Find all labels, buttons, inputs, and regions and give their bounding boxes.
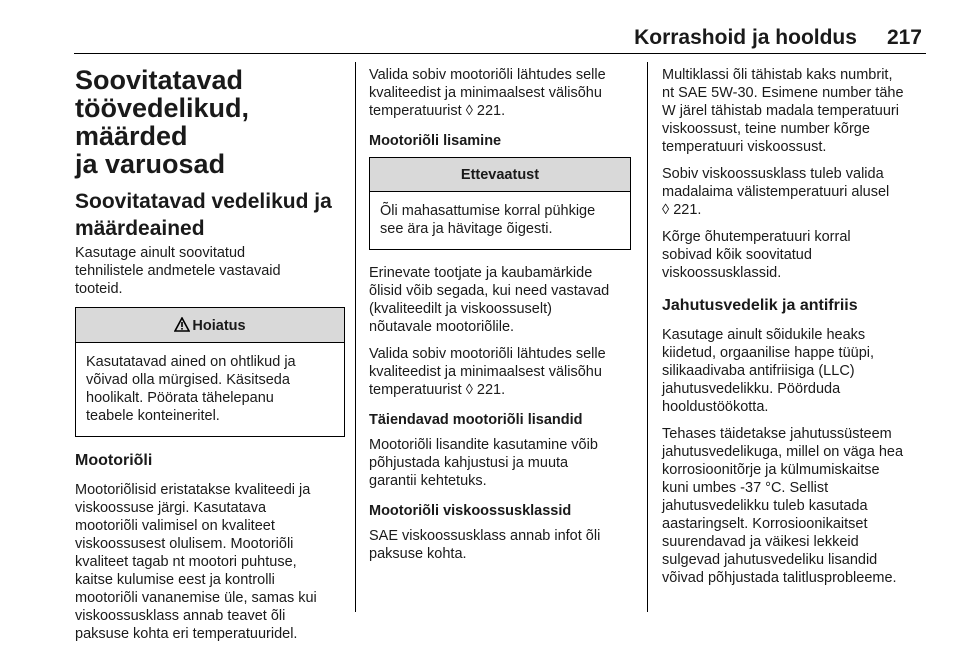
text-line: Multiklassi õli tähistab kaks numbrit, xyxy=(662,67,893,83)
caution-box-header: Ettevaatust xyxy=(370,158,630,192)
warning-triangle-icon xyxy=(174,317,190,332)
column-divider-1 xyxy=(355,62,356,612)
text-line: viskoossusest olulisem. Mootoriõli xyxy=(75,536,294,552)
paragraph xyxy=(369,436,631,490)
main-heading-line: töövedelikud, määrded xyxy=(75,93,250,151)
page-number: 217 xyxy=(886,26,922,49)
text-line: nt SAE 5W-30. Esimene number tähe xyxy=(662,85,904,101)
text-line: jahutusvedelikuga, millel on väga hea xyxy=(662,444,904,460)
text-line: Kasutage ainult sõidukile heaks xyxy=(662,327,866,343)
text-line: kaitse kulumise eest ja kontrolli xyxy=(75,572,275,588)
text-line: sobivad kõik soovitatud xyxy=(662,247,812,263)
intro-paragraph xyxy=(75,244,345,298)
text-line: kvaliteet tagab nt mootori puhtuse, xyxy=(75,554,297,570)
text-line: SAE viskoossusklass annab infot õli xyxy=(369,528,601,544)
subheading: Mootoriõli viskoossusklassid xyxy=(369,503,572,519)
text-line: Kõrge õhutemperatuuri korral xyxy=(662,229,851,245)
text-line: sulgevad jahutusvedeliku lisandid xyxy=(662,552,878,568)
column-3 xyxy=(662,66,926,596)
text-line: Kasutatavad ained on ohtlikud ja xyxy=(86,354,296,370)
text-line: ◊ 221. xyxy=(662,202,702,218)
column-divider-2 xyxy=(647,62,648,612)
main-heading-line: ja varuosad xyxy=(75,149,226,179)
text-line: viskoossust, teine number kõrge xyxy=(662,121,870,137)
paragraph xyxy=(662,165,926,219)
warning-title: Hoiatus xyxy=(192,318,246,334)
text-line: jahutusvedelikku. Pöörduda xyxy=(662,381,841,397)
text-line: temperatuurist ◊ 221. xyxy=(369,382,506,398)
subsection-heading: Mootoriõli xyxy=(75,452,153,469)
text-line: garantii kehtetuks. xyxy=(369,473,487,489)
caution-box-body xyxy=(370,192,630,249)
text-line: kvaliteedist ja minimaalsest välisõhu xyxy=(369,364,602,380)
text-line: võivad olla mürgised. Käsitseda xyxy=(86,372,290,388)
text-line: mootoriõli valimisel on kvaliteet xyxy=(75,518,275,534)
section-heading-line: määrdeained xyxy=(75,217,205,240)
warning-box-body xyxy=(76,343,344,436)
subheading: Mootoriõli lisamine xyxy=(369,133,502,149)
text-line: nõutavale mootoriõlile. xyxy=(369,319,515,335)
text-line: paksuse kohta eri temperatuuridel. xyxy=(75,626,298,642)
text-line: viskoossusklassid. xyxy=(662,265,782,281)
text-line: põhjustada kahjustusi ja muuta xyxy=(369,455,569,471)
text-line: viskoossusklass annab teavet õli xyxy=(75,608,286,624)
running-title: Korrashoid ja hooldus xyxy=(634,26,857,49)
paragraph xyxy=(662,228,926,282)
paragraph xyxy=(662,425,926,587)
paragraph xyxy=(369,527,631,563)
text-line: Sobiv viskoossusklass tuleb valida xyxy=(662,166,884,182)
warning-box-header xyxy=(76,308,344,343)
paragraph xyxy=(369,264,631,336)
main-heading xyxy=(75,66,345,178)
text-line: viskoossuse järgi. Kasutatava xyxy=(75,500,267,516)
text-line: Kasutage ainult soovitatud xyxy=(75,245,246,261)
text-line: temperatuuri viskoossust. xyxy=(662,139,827,155)
text-line: paksuse kohta. xyxy=(369,546,467,562)
text-line: hoolikalt. Pöörata tähelepanu xyxy=(86,390,274,406)
text-line: Erinevate tootjate ja kaubamärkide xyxy=(369,265,593,281)
engine-oil-paragraph xyxy=(75,481,345,643)
main-heading-line: Soovitatavad xyxy=(75,65,244,95)
text-line: võivad põhjustada talitlusprobleeme. xyxy=(662,570,897,586)
text-line: korrosioonitõrje ja külmumiskaitse xyxy=(662,462,880,478)
text-line: W järel tähistab madala temperatuuri xyxy=(662,103,899,119)
text-line: kuni umbes -37 °C. Sellist xyxy=(662,480,829,496)
text-line: tooteid. xyxy=(75,281,123,297)
text-line: Valida sobiv mootoriõli lähtudes selle xyxy=(369,346,606,362)
text-line: temperatuurist ◊ 221. xyxy=(369,103,506,119)
text-line: õlisid võib segada, kui need vastavad xyxy=(369,283,610,299)
section-heading-line: Soovitatavad vedelikud ja xyxy=(75,190,332,213)
text-line: jahutusvedelikku tuleb kasutada xyxy=(662,498,868,514)
page-header xyxy=(634,26,922,50)
text-line: Valida sobiv mootoriõli lähtudes selle xyxy=(369,67,606,83)
paragraph xyxy=(662,326,926,416)
text-line: kiidetud, orgaanilise happe tüüpi, xyxy=(662,345,875,361)
warning-box xyxy=(75,307,345,437)
text-line: tehnilistele andmetele vastavaid xyxy=(75,263,281,279)
paragraph xyxy=(369,345,631,399)
caution-box xyxy=(369,157,631,250)
text-line: aastaringselt. Korrosioonikaitset xyxy=(662,516,868,532)
text-line: madalaima välistemperatuuri alusel xyxy=(662,184,890,200)
text-line: (kvaliteedilt ja viskoossuselt) xyxy=(369,301,552,317)
subheading: Täiendavad mootoriõli lisandid xyxy=(369,412,583,428)
column-2 xyxy=(369,66,631,572)
header-rule xyxy=(74,53,926,54)
text-line: Õli mahasattumise korral pühkige xyxy=(380,203,596,219)
text-line: silikaadivaba antifriisiga (LLC) xyxy=(662,363,855,379)
text-line: kvaliteedist ja minimaalsest välisõhu xyxy=(369,85,602,101)
text-line: see ära ja hävitage õigesti. xyxy=(380,221,553,237)
text-line: mootoriõli vananemise üle, samas kui xyxy=(75,590,317,606)
subsection-heading: Jahutusvedelik ja antifriis xyxy=(662,297,858,314)
section-heading xyxy=(75,188,345,242)
text-line: Mootoriõlisid eristatakse kvaliteedi ja xyxy=(75,482,311,498)
text-line: teabele konteineritel. xyxy=(86,408,220,424)
paragraph xyxy=(662,66,926,156)
column-1 xyxy=(75,66,345,652)
text-line: hooldustöökotta. xyxy=(662,399,769,415)
paragraph xyxy=(369,66,631,120)
text-line: Tehases täidetakse jahutussüsteem xyxy=(662,426,892,442)
text-line: Mootoriõli lisandite kasutamine võib xyxy=(369,437,598,453)
text-line: suurendavad ja väikesi lekkeid xyxy=(662,534,859,550)
